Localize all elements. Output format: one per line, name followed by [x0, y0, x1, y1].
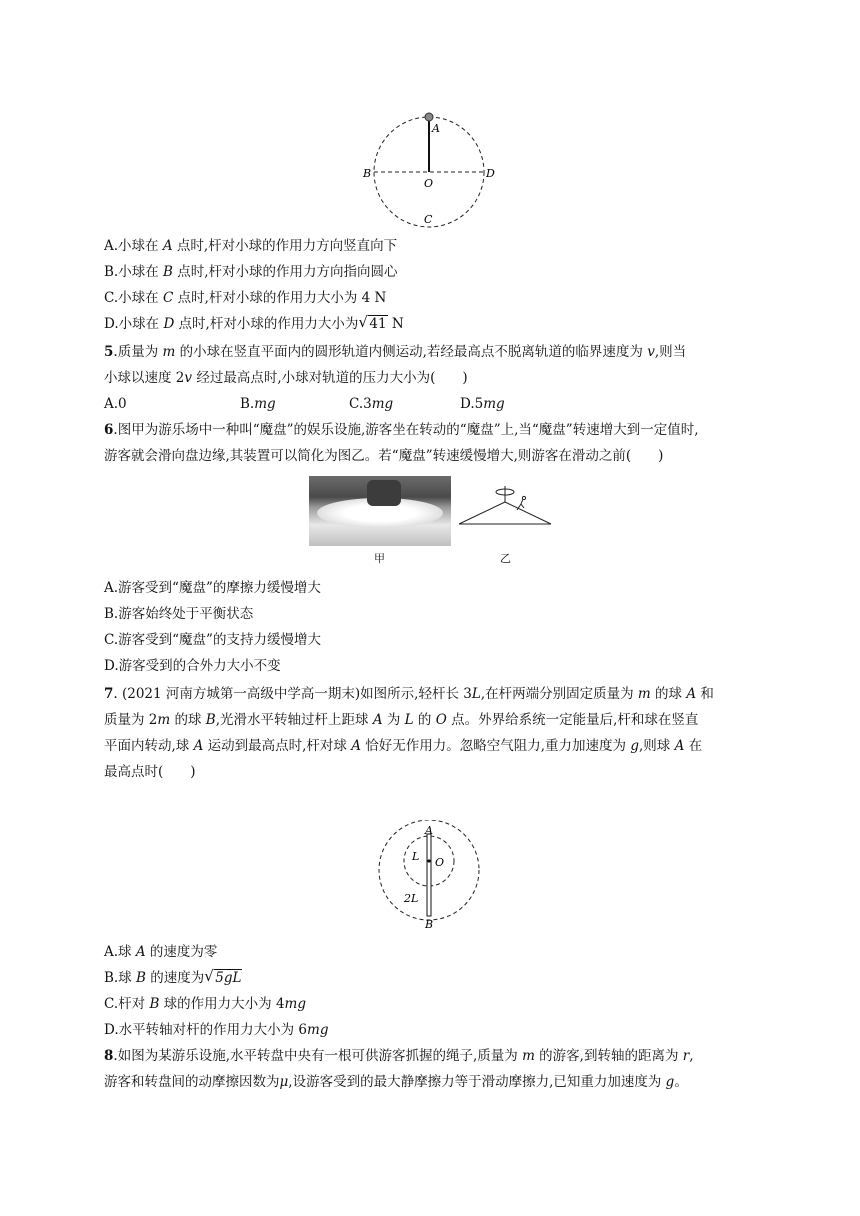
q6-number: 6 [104, 422, 114, 438]
q5-line-2: 小球以速度 2v 经过最高点时,小球对轨道的压力大小为( ) [104, 370, 468, 386]
cone-right [505, 502, 551, 524]
label-B: B [363, 167, 372, 180]
person-icon [517, 499, 524, 510]
q7-line-3: 平面内转动,球 A 运动到最高点时,杆对球 A 恰好无作用力。忽略空气阻力,重力加速度为 g,则球 A 在 [104, 738, 703, 754]
q4-option-d: D.小球在 D 点时,杆对小球的作用力大小为√ 41 N [104, 314, 404, 334]
q5-option-a: A.0 [104, 396, 127, 412]
label-A: A [432, 122, 440, 135]
q7-line-4: 最高点时( ) [104, 764, 196, 780]
q6-option-b: B.游客始终处于平衡状态 [104, 606, 254, 622]
q5-option-d: D.5mg [460, 396, 505, 412]
fig-label-A: A [425, 824, 433, 837]
figure-two-circles [374, 820, 484, 935]
q7-option-a: A.球 A 的速度为零 [104, 944, 218, 960]
label-D: D [486, 167, 495, 180]
q5-number: 5 [104, 344, 114, 360]
rod [427, 834, 431, 916]
figure-rod-circle [360, 108, 500, 238]
q7-option-c: C.杆对 B 球的作用力大小为 4mg [104, 996, 306, 1012]
q7-line-1: 7. (2021 河南方城第一高级中学高一期末)如图所示,轻杆长 3L,在杆两端分别固定质量为 m 的球 A 和 [104, 686, 714, 702]
magic-disc-photo [309, 476, 451, 546]
q6-option-c: C.游客受到“魔盘”的支持力缓慢增大 [104, 632, 321, 648]
q6-option-a: A.游客受到“魔盘”的摩擦力缓慢增大 [104, 580, 321, 596]
fig-label-B: B [425, 918, 434, 931]
pivot-o [427, 859, 430, 862]
q8-line-1: 8.如图为某游乐设施,水平转盘中央有一根可供游客抓握的绳子,质量为 m 的游客,到转轴的距离为 r, [104, 1048, 694, 1064]
q7-line-2: 质量为 2m 的球 B,光滑水平转轴过杆上距球 A 为 L 的 O 点。外界给系统一定能量后,杆和球在竖直 [104, 712, 699, 728]
magic-disc-diagram [457, 484, 557, 544]
q7-option-b: B.球 B 的速度为√ 5gL [104, 968, 242, 988]
q4-option-a: A.小球在 A 点时,杆对小球的作用力方向竖直向下 [104, 238, 398, 254]
q4-option-c: C.小球在 C 点时,杆对小球的作用力大小为 4 N [104, 290, 387, 306]
label-C: C [424, 213, 433, 226]
q5-option-b: B.mg [240, 396, 276, 412]
caption-yi: 乙 [500, 552, 511, 565]
q4-option-b: B.小球在 B 点时,杆对小球的作用力方向指向圆心 [104, 264, 398, 280]
q8-line-2: 游客和转盘间的动摩擦因数为μ,设游客受到的最大静摩擦力等于滑动摩擦力,已知重力加速度为 g。 [104, 1074, 688, 1090]
q6-line-1: 6.图甲为游乐场中一种叫“魔盘”的娱乐设施,游客坐在转动的“魔盘”上,当“魔盘”转速增大到一定值时, [104, 422, 699, 438]
fig-label-2L: 2L [404, 892, 419, 905]
people-shape [367, 480, 401, 506]
q7-option-d: D.水平转轴对杆的作用力大小为 6mg [104, 1022, 329, 1038]
person-head [522, 496, 525, 499]
ball [425, 113, 433, 121]
q8-number: 8 [104, 1048, 114, 1064]
fig-label-L: L [412, 850, 420, 863]
sqrt-5gl: √ 5gL [204, 968, 242, 988]
caption-jia: 甲 [374, 552, 385, 565]
label-O: O [424, 177, 434, 190]
sqrt-41: √ 41 [358, 314, 387, 334]
q5-option-c: C.3mg [349, 396, 394, 412]
q7-number: 7 [104, 686, 114, 702]
q6-option-d: D.游客受到的合外力大小不变 [104, 658, 281, 674]
q6-line-2: 游客就会滑向盘边缘,其装置可以简化为图乙。若“魔盘”转速缓慢增大,则游客在滑动之前( ) [104, 448, 664, 464]
fig-label-O: O [435, 856, 445, 869]
q5-line-1: 5.质量为 m 的小球在竖直平面内的圆形轨道内侧运动,若经最高点不脱离轨道的临界速度为 v,则当 [104, 344, 687, 360]
cone-left [459, 502, 505, 524]
